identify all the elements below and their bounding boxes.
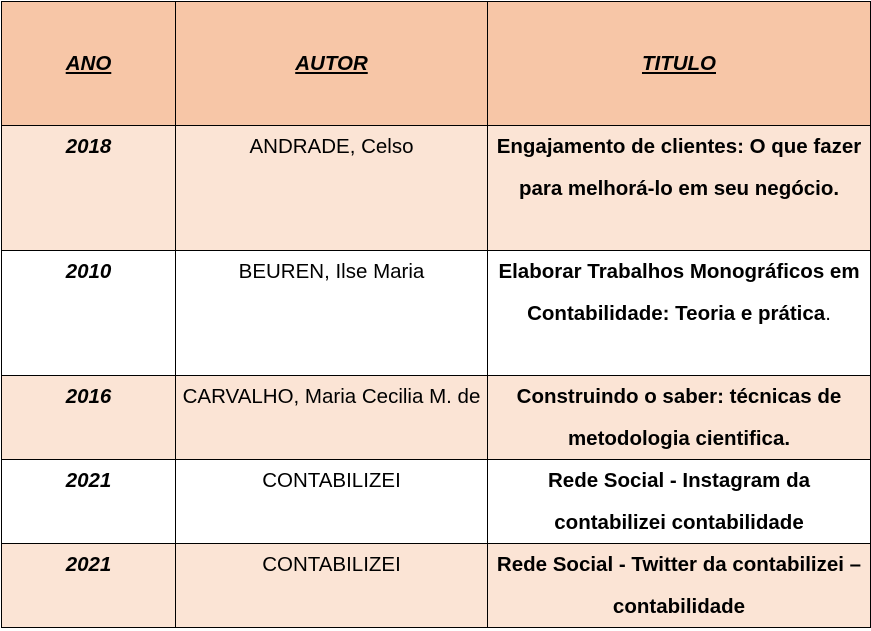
title-text: Rede Social - Instagram da contabilizei contabilidade (547, 469, 811, 534)
header-title: TITULO (488, 2, 871, 126)
author-cell: CONTABILIZEI (176, 460, 488, 544)
table-row (2, 460, 871, 544)
title-text: Engajamento de clientes: O que fazer para melhorá-lo em seu negócio. (496, 135, 862, 200)
table-row (2, 376, 871, 460)
author-cell: ANDRADE, Celso (176, 126, 488, 251)
references-table (1, 1, 871, 628)
year-cell: 2010 (2, 251, 176, 376)
header-row (2, 2, 871, 126)
title-trailing-period: . (825, 301, 831, 325)
table-row (2, 251, 871, 376)
title-text: Rede Social - Twitter da contabilizei – contabilidade (496, 553, 862, 618)
year-cell: 2016 (2, 376, 176, 460)
year-cell: 2021 (2, 544, 176, 628)
author-cell: BEUREN, Ilse Maria (176, 251, 488, 376)
title-cell (488, 126, 871, 251)
title-cell (488, 251, 871, 376)
title-text: Construindo o saber: técnicas de metodologia cientifica. (516, 385, 842, 450)
header-year: ANO (2, 2, 176, 126)
author-cell: CONTABILIZEI (176, 544, 488, 628)
year-cell: 2021 (2, 460, 176, 544)
table-row (2, 126, 871, 251)
title-cell (488, 544, 871, 628)
table-row (2, 544, 871, 628)
header-author: AUTOR (176, 2, 488, 126)
title-cell (488, 376, 871, 460)
year-cell: 2018 (2, 126, 176, 251)
title-cell (488, 460, 871, 544)
author-cell: CARVALHO, Maria Cecilia M. de (176, 376, 488, 460)
title-text: Elaborar Trabalhos Monográficos em Contabilidade: Teoria e prática (498, 260, 860, 325)
